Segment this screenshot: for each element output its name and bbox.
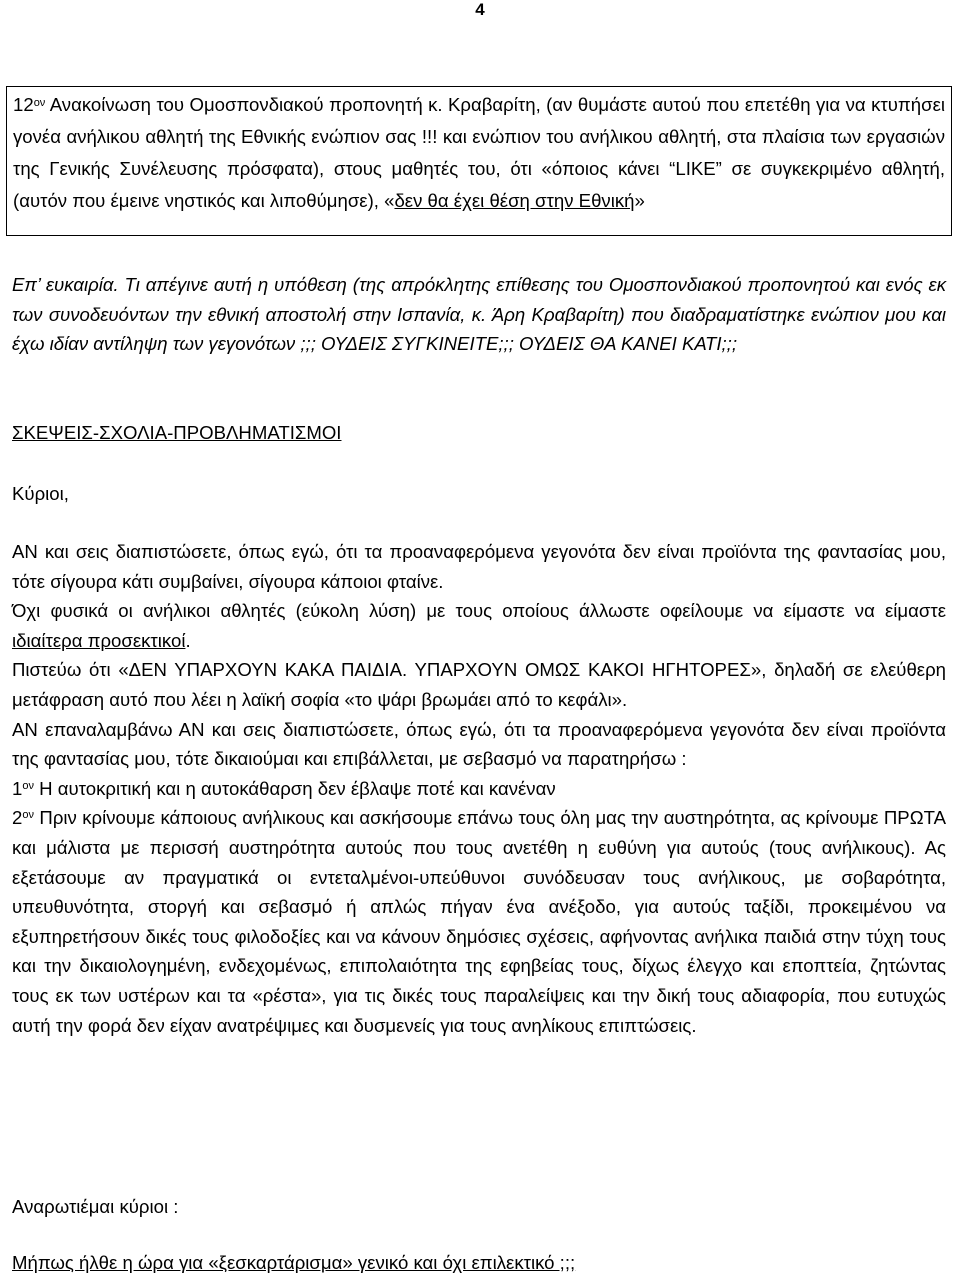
list-item-1-text: Η αυτοκριτική και η αυτοκάθαρση δεν έβλαψε ποτέ και κανέναν xyxy=(33,777,556,799)
list-item-2-text: Πριν κρίνουμε κάποιους ανήλικους και ασκήσουμε επάνω τους όλη μας την αυστηρότητα, ας κρίνουμε ΠΡΩΤΑ και μάλιστα με περισσή αυστηρότητα αυτούς που τους ανετέθη η ευθύνη για αυτούς (τους ανήλικους). Ας εξετάσουμε αν πραγματικά οι εντεταλμένοι-υπεύθυνοι συνόδευσαν τους ανήλικους, με σοβαρότητα, υπευθυνότητα, στοργή και σεβασμό ή απλώς πήγαν ένα ανέξοδο, για αυτούς ταξίδι, προκειμένου να εξυπηρετήσουν δικές τους φιλοδοξίες και να κάνουν δημόσιες σχέσεις, αφήνοντας ανήλικα παιδιά στην τύχη τους και την δικαιολογημένη, ενδεχομένως, επιπολαιότητα της εφηβείας τους, δίχως έλεγχο και εποπτεία, ζητώντας τους εκ των υστέρων και τα «ρέστα», για τις δικές τους παραλείψεις και την δική τους αδιαφορία, που ευτυχώς αυτή την φορά δεν είχαν ανατρέψιμες και δυσμενείς για τους ανηλίκους επιπτώσεις. xyxy=(12,807,946,1036)
section-heading xyxy=(12,418,946,448)
list-item-2-superscript: ον xyxy=(22,809,34,822)
body-paragraphs xyxy=(12,537,946,1040)
closing-line: Αναρωτιέμαι κύριοι : xyxy=(12,1196,179,1217)
italic-note: Επ’ ευκαιρία. Τι απέγινε αυτή η υπόθεση (της απρόκλητης επίθεσης του Ομοσπονδιακού προπονητού και ενός εκ των συνοδευόντων την εθνική αποστολή στην Ισπανία, κ. Άρη Κραβαρίτη) που διαδραματίστηκε ενώπιον μου και έχω ιδίαν αντίληψη των γεγονότων ;;; ΟΥΔΕΙΣ ΣΥΓΚΙΝΕΙΤΕ;;; ΟΥΔΕΙΣ ΘΑ ΚΑΝΕΙ ΚΑΤΙ;;; xyxy=(12,274,946,355)
final-question-text: Μήπως ήλθε η ώρα για «ξεσκαρτάρισμα» γενικό και όχι επιλεκτικό ;;; xyxy=(12,1252,576,1273)
list-item-1 xyxy=(12,774,946,804)
announcement-text: Ανακοίνωση του Ομοσπονδιακού προπονητή κ. Κραβαρίτη, (αν θυμάστε αυτού που επετέθη για να κτυπήσει γονέα ανήλικου αθλητή της Εθνικής ενώπιον σας !!! και ενώπιον του ανήλικου αθλητή, στα πλαίσια των εργασιών της Γενικής Συνέλευσης πρόσφατα), στους μαθητές του, ότι «όποιος κάνει “LIKE” σε συγκεκριμένο αθλητή, (αυτόν που έμεινε νηστικός και λιποθύμησε), « xyxy=(13,94,945,211)
announcement-end: » xyxy=(634,190,645,211)
list-item-1-number: 1 xyxy=(12,777,23,799)
paragraph-4: ΑΝ επαναλαμβάνω ΑΝ και σεις διαπιστώσετε, όπως εγώ, ότι τα προαναφερόμενα γεγονότα δεν είναι προϊόντα της φαντασίας μου, τότε δικαιούμαι και επιβάλλεται, με σεβασμό να παρατηρήσω : xyxy=(12,718,946,770)
greeting: Κύριοι, xyxy=(12,483,69,504)
paragraph-3: Πιστεύω ότι «ΔΕΝ ΥΠΑΡΧΟΥΝ ΚΑΚΑ ΠΑΙΔΙΑ. ΥΠΑΡΧΟΥΝ ΟΜΩΣ ΚΑΚΟΙ ΗΓΗΤΟΡΕΣ», δηλαδή σε ελεύθερη μετάφραση αυτό που λέει η λαϊκή σοφία «το ψάρι βρωμάει από το κεφάλι». xyxy=(12,659,946,710)
paragraph-2-end: . xyxy=(185,629,191,651)
paragraph-2-underlined: ιδιαίτερα προσεκτικοί xyxy=(12,629,186,651)
list-item-1-superscript: ον xyxy=(22,779,34,792)
paragraph-1: ΑΝ και σεις διαπιστώσετε, όπως εγώ, ότι τα προαναφερόμενα γεγονότα δεν είναι προϊόντα της φαντασίας μου, τότε σίγουρα κάτι συμβαίνει, σίγουρα κάποιοι φταίνε. xyxy=(12,541,946,592)
list-item-2-number: 2 xyxy=(12,807,23,829)
paragraph-2 xyxy=(12,596,946,655)
list-item-2 xyxy=(12,803,946,1040)
section-heading-text: ΣΚΕΨΕΙΣ-ΣΧΟΛΙΑ-ΠΡΟΒΛΗΜΑΤΙΣΜΟΙ xyxy=(12,422,342,443)
ordinal-superscript: ον xyxy=(33,97,46,109)
announcement-underlined-quote: δεν θα έχει θέση στην Εθνική xyxy=(394,190,635,211)
announcement-box xyxy=(6,86,952,236)
page-number: 4 xyxy=(475,0,485,19)
paragraph-2-text: Όχι φυσικά οι ανήλικοι αθλητές (εύκολη λύση) με τους οποίους άλλωστε οφείλουμε να είμαστε να είμαστε xyxy=(12,600,946,622)
ordinal-number: 12 xyxy=(13,94,34,115)
final-question xyxy=(12,1248,946,1278)
